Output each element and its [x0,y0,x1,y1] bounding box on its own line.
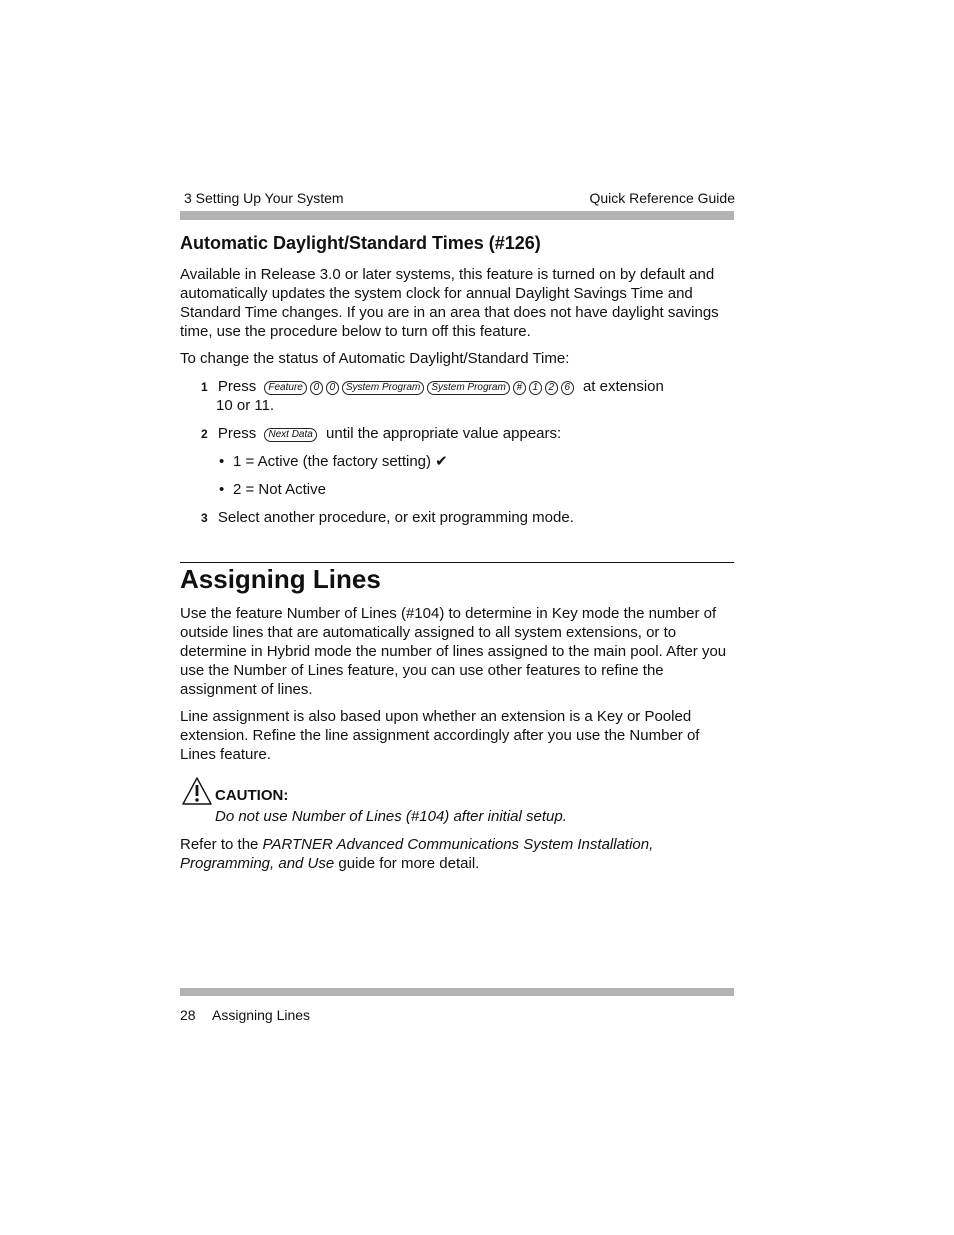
step-1-continued: 10 or 11. [216,397,275,414]
next-data-key-icon: Next Data [264,428,316,442]
step-2: 2 Press Next Data until the appropriate value appears: [201,425,562,442]
dial-6-key-icon: 6 [561,381,574,395]
section-heading-daylight: Automatic Daylight/Standard Times (#126) [180,233,541,253]
bullet-icon: • [219,453,225,470]
guide-title-part-2: Programming, and Use [180,855,335,872]
dial-2-key-icon: 2 [545,381,558,395]
header-rule [180,211,734,220]
footer-rule [180,988,734,996]
running-header-guide: Quick Reference Guide [589,190,735,206]
guide-title-part-1: PARTNER Advanced Communications System Installation, [262,836,654,853]
step-number: 1 [201,380,208,394]
caution-text: Do not use Number of Lines (#104) after initial setup. [215,808,567,825]
system-program-key-icon: System Program [427,381,509,395]
step-number: 3 [201,511,208,525]
refer-paragraph: Refer to the PARTNER Advanced Communications System Installation, Programming, and Use guide for more detail. [180,836,654,872]
dial-0-key-icon: 0 [326,381,339,395]
step-1: 1 Press Feature 0 0 System Program System Program # 1 2 6 at extension [201,378,664,395]
running-footer-section: Assigning Lines [212,1007,311,1023]
section-heading-assigning-lines: Assigning Lines [180,564,381,594]
caution-label: CAUTION: [215,787,289,804]
step-3: 3 Select another procedure, or exit programming mode. [201,509,574,526]
lead-paragraph: To change the status of Automatic Daylight/Standard Time: [180,350,570,367]
running-header-chapter: 3 Setting Up Your System [184,190,344,206]
assigning-paragraph-1: Use the feature Number of Lines (#104) to determine in Key mode the number of outside lines that are automatically assigned to all system extensions, or to determine in Hybrid mode the number of lines assigned to the main pool. After you use the Number of Lines feature, you can use other features to refine the assignment of lines. [180,605,727,698]
dial-0-key-icon: 0 [310,381,323,395]
system-program-key-icon: System Program [342,381,424,395]
feature-key-icon: Feature [264,381,306,395]
warning-triangle-icon [181,776,213,806]
assigning-paragraph-2: Line assignment is also based upon whether an extension is a Key or Pooled extension. Refine the line assignment accordingly after you use the Number of Lines feature. [180,708,700,763]
intro-paragraph: Available in Release 3.0 or later systems, this feature is turned on by default and automatically updates the system clock for annual Daylight Savings Time and Standard Time changes. If you are in an area that does not have daylight savings time, use the procedure below to turn off this feature. [180,266,719,340]
step-number: 2 [201,427,208,441]
dial-1-key-icon: 1 [529,381,542,395]
page-number: 28 [180,1007,196,1023]
bullet-active: • 1 = Active (the factory setting) ✔ [219,453,448,470]
bullet-icon: • [219,481,225,498]
dial-pound-key-icon: # [513,381,526,395]
bullet-not-active: • 2 = Not Active [219,481,326,498]
